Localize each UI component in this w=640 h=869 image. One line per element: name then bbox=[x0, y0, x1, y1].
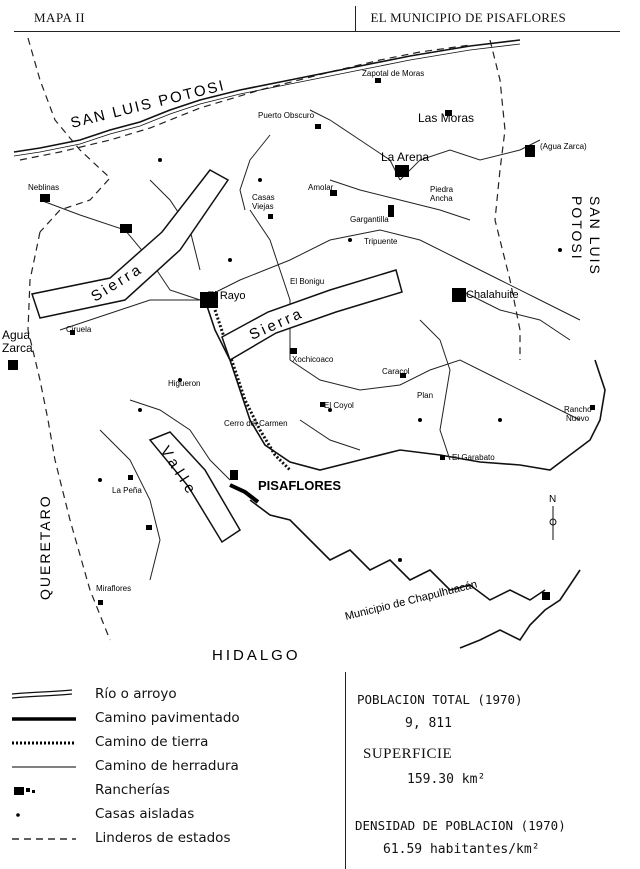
place-piedra-2: Ancha bbox=[430, 194, 453, 203]
valle-band bbox=[150, 432, 240, 542]
place-amolar: Amolar bbox=[308, 183, 334, 192]
place-rancho-1: Rancho bbox=[564, 405, 592, 414]
map-number: MAPA II bbox=[34, 10, 86, 25]
place-gargantilla: Gargantilla bbox=[350, 215, 389, 224]
valle-label: Valle bbox=[156, 443, 202, 501]
header-divider bbox=[355, 6, 356, 31]
place-el-rayo: El Rayo bbox=[207, 290, 246, 302]
sierra-label-west: Sierra bbox=[88, 260, 147, 306]
map-header bbox=[0, 0, 640, 36]
state-borders bbox=[20, 38, 520, 640]
state-label-slp-north: SAN LUIS POTOSI bbox=[68, 76, 228, 132]
place-piedra-1: Piedra bbox=[430, 185, 454, 194]
place-casas-1: Casas bbox=[252, 193, 275, 202]
paved-road-symbol bbox=[12, 712, 76, 726]
population-value: 9, 811 bbox=[405, 716, 452, 731]
place-ciruelos: Ciruela bbox=[66, 325, 92, 334]
place-la-arena: La Arena bbox=[381, 150, 430, 164]
state-label-slp-east-1: SAN LUIS bbox=[587, 196, 603, 276]
river-symbol bbox=[12, 688, 76, 702]
place-agua-w-1: Agua bbox=[2, 328, 31, 342]
trail-symbol bbox=[12, 760, 76, 774]
north-arrow-label: N bbox=[549, 494, 557, 505]
trails bbox=[40, 110, 580, 580]
place-miraflores: Miraflores bbox=[96, 584, 132, 593]
state-border-symbol bbox=[12, 832, 76, 846]
place-zapotal: Zapotal de Moras bbox=[362, 69, 425, 78]
municipality-map bbox=[0, 36, 640, 672]
place-el-garabato: El Garabato bbox=[452, 453, 495, 462]
rancheria-symbol bbox=[12, 784, 76, 798]
place-rancho-2: Nuevo bbox=[566, 414, 590, 423]
place-puerto-obscuro: Puerto Obscuro bbox=[258, 111, 315, 120]
place-caracol: Caracol bbox=[382, 367, 410, 376]
sierra-band-west bbox=[32, 170, 228, 318]
dirt-road-symbol bbox=[12, 736, 76, 750]
municipio-label: Municipio de Chapulhuacán bbox=[343, 578, 479, 623]
place-las-moras: Las Moras bbox=[418, 111, 475, 125]
legend-trail: Camino de herradura bbox=[95, 758, 239, 774]
place-neblinas: Neblinas bbox=[28, 183, 60, 192]
place-higueron: Higueron bbox=[168, 379, 201, 388]
place-agua-zarca-ne: (Agua Zarca) bbox=[540, 142, 587, 151]
place-cerro-carmen: Cerro del Carmen bbox=[224, 419, 288, 428]
place-el-coyol: El Coyol bbox=[324, 401, 354, 410]
place-chalahuite: Chalahuite bbox=[466, 289, 519, 301]
rivers bbox=[14, 40, 605, 648]
rancherias bbox=[8, 78, 595, 605]
state-label-queretaro: QUERETARO bbox=[37, 494, 53, 600]
legend-isolated-houses: Casas aisladas bbox=[95, 806, 195, 822]
density-label: DENSIDAD DE POBLACION (1970) bbox=[355, 818, 566, 833]
area-label: SUPERFICIE bbox=[363, 746, 453, 762]
area-value: 159.30 km² bbox=[407, 772, 486, 787]
municipal-seat: PISAFLORES bbox=[258, 478, 342, 493]
place-plan: Plan bbox=[417, 391, 434, 400]
place-el-bonigu: El Bonigu bbox=[290, 277, 325, 286]
legend-state-borders: Linderos de estados bbox=[95, 830, 231, 846]
legend-river: Río o arroyo bbox=[95, 686, 177, 702]
density-value: 61.59 habitantes/km² bbox=[383, 842, 540, 857]
place-la-pena: La Peña bbox=[112, 486, 142, 495]
place-agua-w-2: Zarca bbox=[2, 341, 33, 355]
isolated-house-symbol bbox=[12, 808, 76, 822]
legend-rancherias: Rancherías bbox=[95, 782, 170, 798]
map-title: EL MUNICIPIO DE PISAFLORES bbox=[370, 10, 566, 25]
state-label-hidalgo: HIDALGO bbox=[212, 647, 301, 664]
population-label: POBLACION TOTAL (1970) bbox=[357, 692, 523, 707]
place-labels bbox=[2, 69, 592, 593]
state-label-slp-east-2: POTOSI bbox=[569, 196, 585, 261]
paved-road bbox=[230, 485, 258, 502]
place-casas-2: Viejas bbox=[252, 202, 274, 211]
place-xochicoaco: Xochicoaco bbox=[292, 355, 334, 364]
statistics-panel bbox=[345, 672, 640, 869]
legend-dirt-road: Camino de tierra bbox=[95, 734, 209, 750]
legend-paved-road: Camino pavimentado bbox=[95, 710, 240, 726]
sierra-label-central: Sierra bbox=[246, 304, 307, 344]
north-arrow bbox=[549, 494, 556, 540]
place-tripuente: Tripuente bbox=[364, 237, 398, 246]
header-rule bbox=[14, 31, 620, 32]
